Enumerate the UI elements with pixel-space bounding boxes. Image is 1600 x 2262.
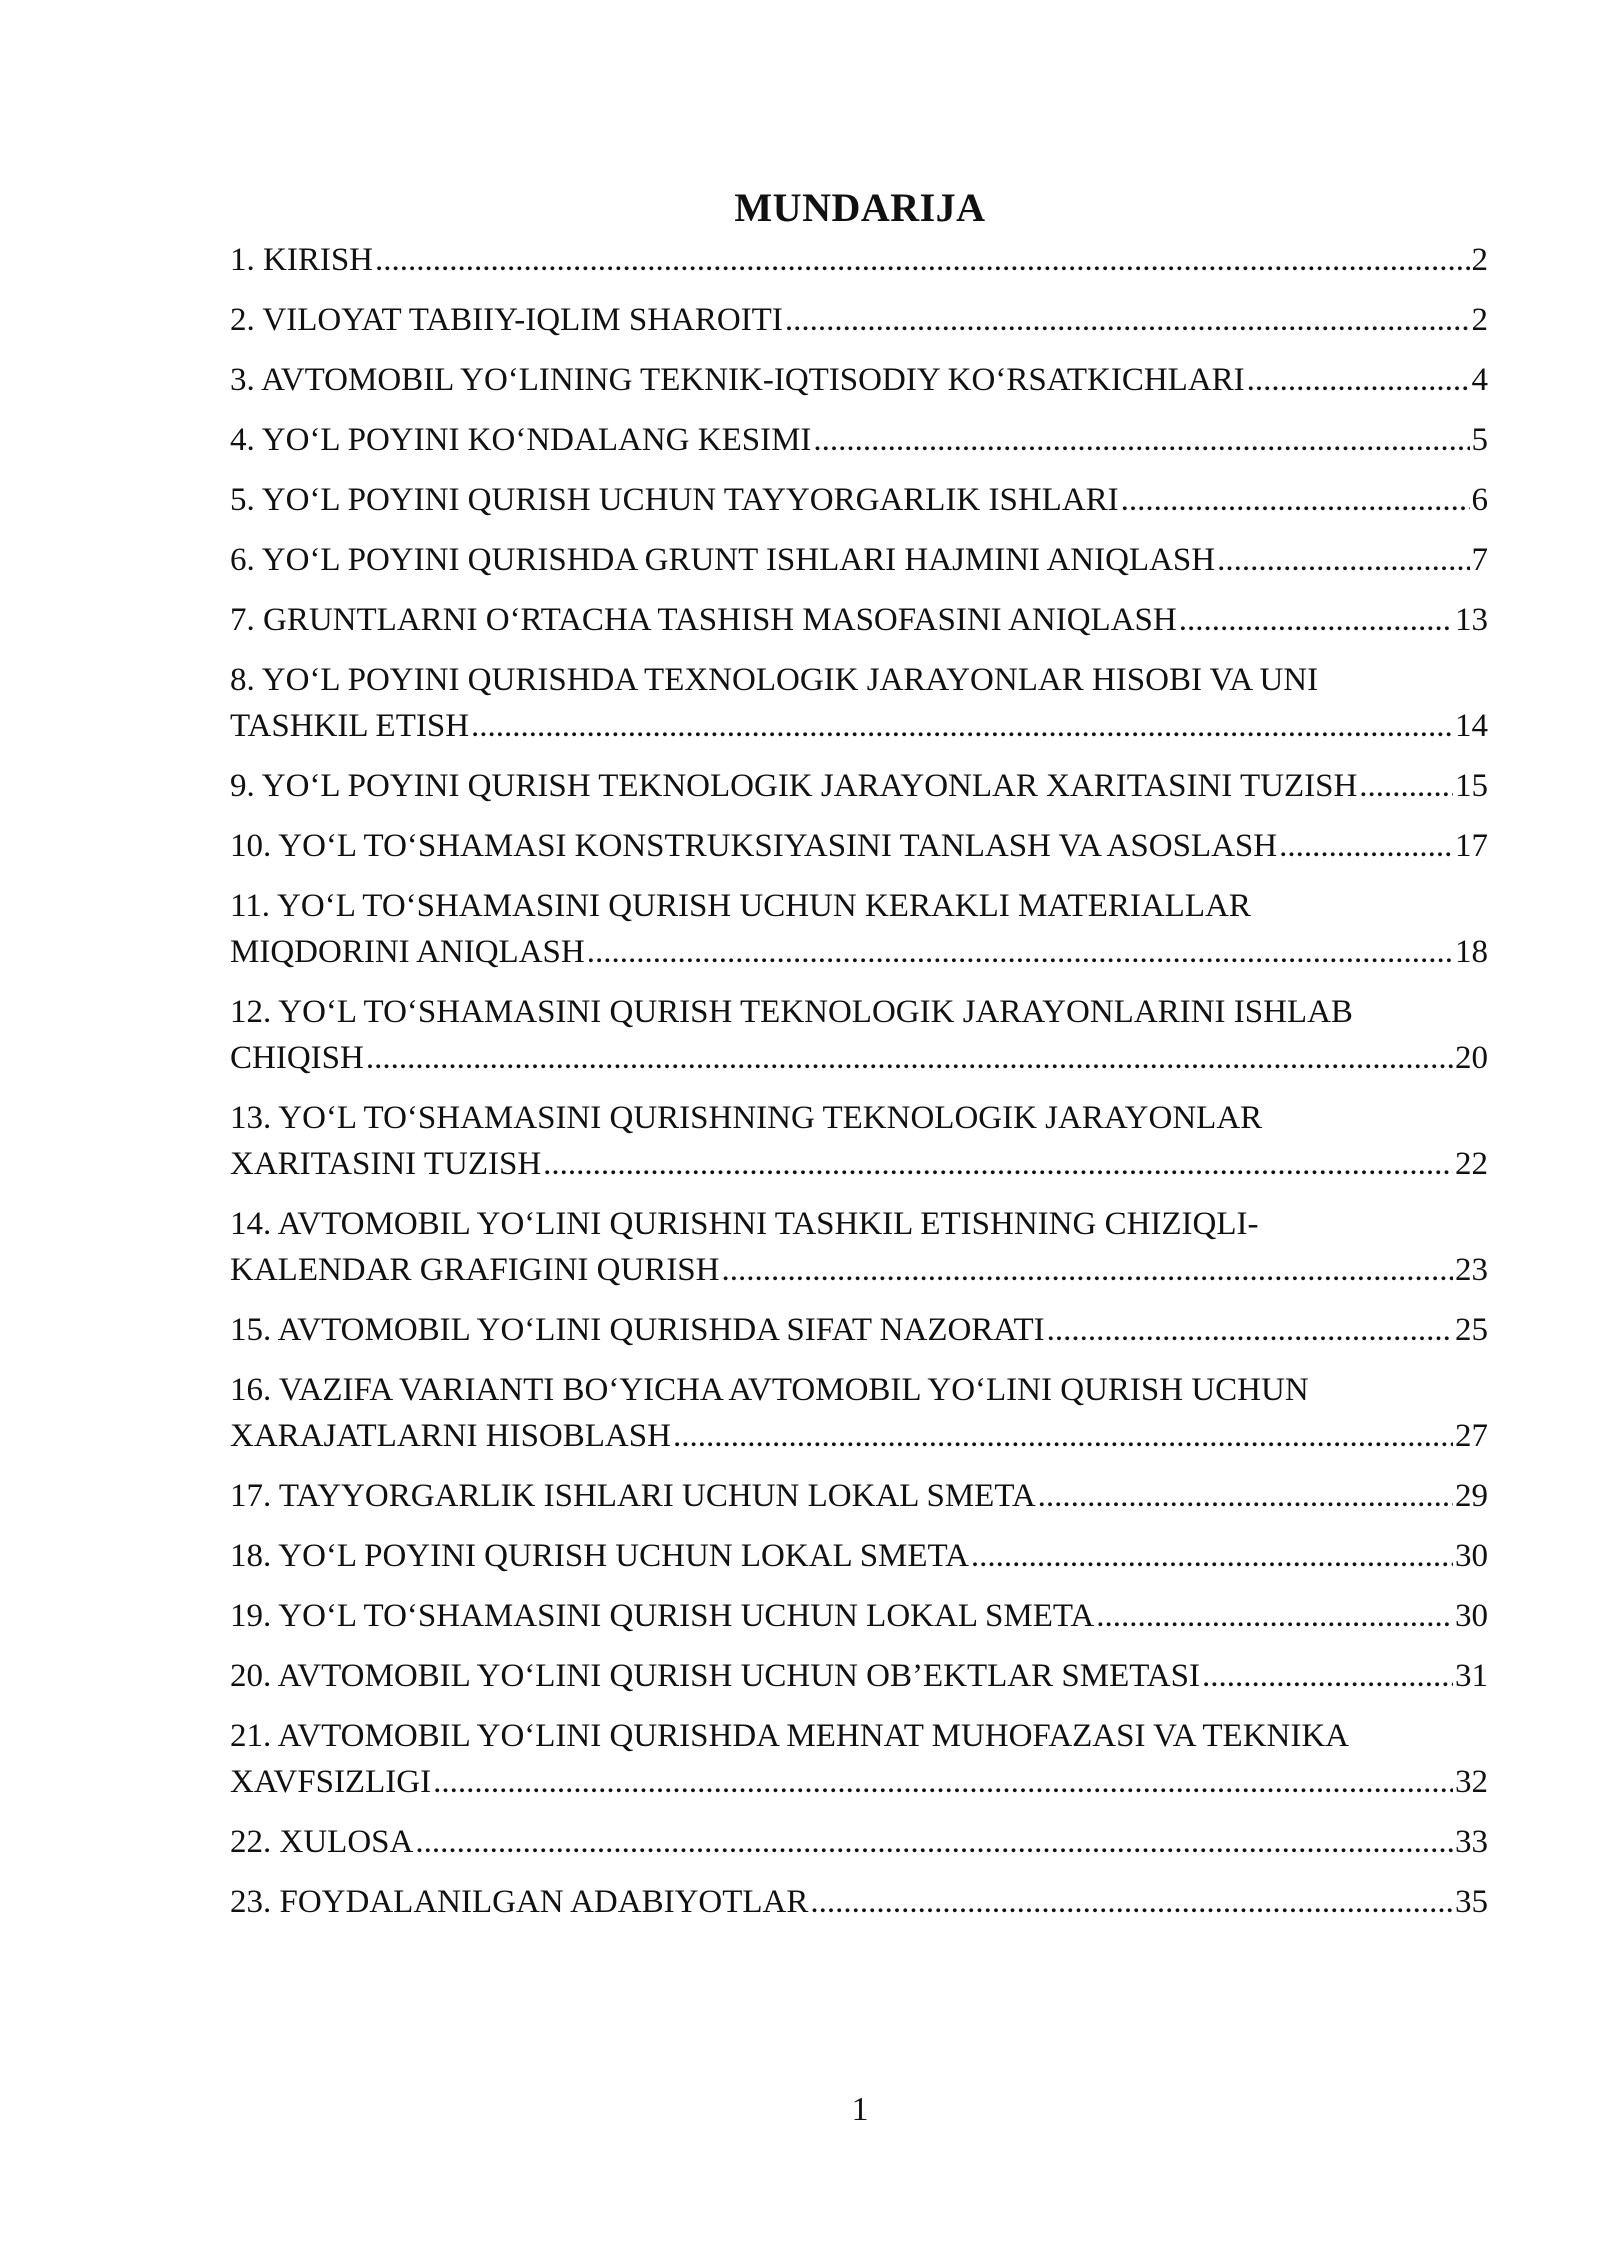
toc-entry-title: 23. FOYDALANILGAN ADABIYOTLAR: [230, 1884, 809, 1920]
toc-entry-title: MIQDORINI ANIQLASH: [230, 934, 585, 970]
toc-entry-line: [230, 1035, 1488, 1081]
toc-entry-title: KALENDAR GRAFIGINI QURISH: [230, 1252, 720, 1288]
toc-entry-page: 30: [1455, 1538, 1488, 1574]
toc-entry-line: [230, 1759, 1488, 1805]
toc-entry[interactable]: [230, 417, 1488, 463]
table-of-contents: [230, 237, 1488, 1939]
toc-entry-title: 6. YO‘L POYINI QURISHDA GRUNT ISHLARI HAJMINI ANIQLASH: [230, 542, 1216, 578]
toc-entry-title-line1: 13. YO‘L TO‘SHAMASINI QURISHNING TEKNOLOGIK JARAYONLAR: [230, 1100, 1263, 1136]
toc-entry-page: 20: [1455, 1040, 1488, 1076]
toc-entry-line: [230, 929, 1488, 975]
toc-entry-title-line1: 21. AVTOMOBIL YO‘LINI QURISHDA MEHNAT MUHOFAZASI VA TEKNIKA: [230, 1718, 1350, 1754]
dot-leader: [1047, 1307, 1453, 1353]
dot-leader: [1247, 357, 1470, 403]
toc-entry-line: [230, 1307, 1488, 1353]
toc-entry[interactable]: [230, 823, 1488, 869]
toc-entry[interactable]: [230, 883, 1488, 975]
dot-leader: [1279, 823, 1453, 869]
toc-entry[interactable]: [230, 1307, 1488, 1353]
toc-entry-title: 19. YO‘L TO‘SHAMASINI QURISH UCHUN LOKAL SMETA: [230, 1598, 1095, 1634]
toc-entry-title: 2. VILOYAT TABIIY-IQLIM SHAROITI: [230, 302, 783, 338]
toc-entry[interactable]: [230, 1201, 1488, 1293]
toc-entry-page: 14: [1455, 708, 1488, 744]
dot-leader: [375, 237, 1469, 283]
toc-entry-title: XARITASINI TUZISH: [230, 1146, 542, 1182]
toc-entry-line: [230, 537, 1488, 583]
toc-entry[interactable]: [230, 1713, 1488, 1805]
toc-entry-title-line1: 16. VAZIFA VARIANTI BO‘YICHA AVTOMOBIL YO‘LINI QURISH UCHUN: [230, 1372, 1309, 1408]
toc-entry-line: [230, 703, 1488, 749]
dot-leader: [1038, 1473, 1453, 1519]
toc-entry[interactable]: [230, 1533, 1488, 1579]
toc-entry-line: [230, 763, 1488, 809]
dot-leader: [810, 1879, 1453, 1925]
toc-entry[interactable]: [230, 763, 1488, 809]
toc-entry-title: 4. YO‘L POYINI KO‘NDALANG KESIMI: [230, 422, 812, 458]
dot-leader: [543, 1141, 1453, 1187]
dot-leader: [813, 417, 1469, 463]
toc-entry-line: [230, 237, 1488, 283]
toc-entry-page: 32: [1455, 1764, 1488, 1800]
toc-entry-page: 29: [1455, 1478, 1488, 1514]
page-number: 1: [851, 2091, 869, 2128]
dot-leader: [673, 1413, 1453, 1459]
toc-title: MUNDARIJA: [734, 185, 986, 230]
toc-entry-title: 20. AVTOMOBIL YO‘LINI QURISH UCHUN OB’EKTLAR SMETASI: [230, 1658, 1200, 1694]
dot-leader: [415, 1819, 1453, 1865]
toc-entry-line: [230, 357, 1488, 403]
toc-entry[interactable]: [230, 297, 1488, 343]
toc-entry-line: [230, 823, 1488, 869]
dot-leader: [1217, 537, 1469, 583]
toc-entry-line: [230, 1413, 1488, 1459]
dot-leader: [587, 929, 1453, 975]
toc-entry-page: 30: [1455, 1598, 1488, 1634]
dot-leader: [971, 1533, 1453, 1579]
toc-entry[interactable]: [230, 1653, 1488, 1699]
toc-entry-title-line1: 12. YO‘L TO‘SHAMASINI QURISH TEKNOLOGIK JARAYONLARINI ISHLAB: [230, 994, 1353, 1030]
toc-entry[interactable]: [230, 1879, 1488, 1925]
toc-entry-line: [230, 1533, 1488, 1579]
toc-entry-page: 33: [1455, 1824, 1488, 1860]
toc-entry-title: 22. XULOSA: [230, 1824, 414, 1860]
toc-entry-title: XAVFSIZLIGI: [230, 1764, 432, 1800]
toc-entry-page: 7: [1471, 542, 1488, 578]
dot-leader: [722, 1247, 1454, 1293]
toc-entry-title-line1: 11. YO‘L TO‘SHAMASINI QURISH UCHUN KERAKLI MATERIALLAR: [230, 888, 1251, 924]
toc-entry-title: 7. GRUNTLARNI O‘RTACHA TASHISH MASOFASINI ANIQLASH: [230, 602, 1177, 638]
dot-leader: [1121, 477, 1470, 523]
toc-entry-page: 25: [1455, 1312, 1488, 1348]
toc-entry-line: [230, 1653, 1488, 1699]
toc-entry[interactable]: [230, 597, 1488, 643]
toc-entry-line: [230, 1247, 1488, 1293]
dot-leader: [366, 1035, 1453, 1081]
toc-entry-line: [230, 1819, 1488, 1865]
toc-entry[interactable]: [230, 237, 1488, 283]
dot-leader: [1096, 1593, 1453, 1639]
toc-entry-page: 31: [1455, 1658, 1488, 1694]
dot-leader: [433, 1759, 1453, 1805]
toc-entry-page: 22: [1455, 1146, 1488, 1182]
dot-leader: [1202, 1653, 1453, 1699]
toc-entry-page: 5: [1471, 422, 1488, 458]
toc-entry-title: 17. TAYYORGARLIK ISHLARI UCHUN LOKAL SMETA: [230, 1478, 1036, 1514]
toc-entry-page: 15: [1455, 768, 1488, 804]
toc-entry-line: [230, 417, 1488, 463]
toc-entry-title-line1: 8. YO‘L POYINI QURISHDA TEXNOLOGIK JARAYONLAR HISOBI VA UNI: [230, 662, 1319, 698]
toc-entry[interactable]: [230, 537, 1488, 583]
toc-entry[interactable]: [230, 1095, 1488, 1187]
dot-leader: [1359, 763, 1453, 809]
toc-entry-page: 4: [1471, 362, 1488, 398]
toc-entry-title: CHIQISH: [230, 1040, 364, 1076]
toc-entry-line: [230, 1593, 1488, 1639]
toc-entry-line: [230, 1879, 1488, 1925]
toc-entry-title: XARAJATLARNI HISOBLASH: [230, 1418, 671, 1454]
toc-entry-page: 6: [1471, 482, 1488, 518]
toc-entry-line: [230, 477, 1488, 523]
toc-entry-line: [230, 597, 1488, 643]
toc-entry-title: 3. AVTOMOBIL YO‘LINING TEKNIK-IQTISODIY KO‘RSATKICHLARI: [230, 362, 1245, 398]
toc-entry-page: 13: [1455, 602, 1488, 638]
toc-entry[interactable]: [230, 657, 1488, 749]
toc-entry-line: [230, 297, 1488, 343]
toc-entry-title: TASHKIL ETISH: [230, 708, 470, 744]
toc-entry[interactable]: [230, 1593, 1488, 1639]
toc-entry-title: 1. KIRISH: [230, 242, 374, 278]
dot-leader: [785, 297, 1470, 343]
toc-entry[interactable]: [230, 1473, 1488, 1519]
toc-entry-title: 15. AVTOMOBIL YO‘LINI QURISHDA SIFAT NAZORATI: [230, 1312, 1045, 1348]
toc-entry-page: 18: [1455, 934, 1488, 970]
toc-entry-title: 9. YO‘L POYINI QURISH TEKNOLOGIK JARAYONLAR XARITASINI TUZISH: [230, 768, 1358, 804]
toc-entry-line: [230, 1473, 1488, 1519]
toc-entry-page: 23: [1455, 1252, 1488, 1288]
toc-entry-page: 2: [1471, 302, 1488, 338]
toc-entry[interactable]: [230, 1819, 1488, 1865]
toc-entry-page: 27: [1455, 1418, 1488, 1454]
toc-entry-page: 17: [1455, 828, 1488, 864]
toc-entry-line: [230, 1141, 1488, 1187]
toc-entry-page: 2: [1471, 242, 1488, 278]
toc-entry-page: 35: [1455, 1884, 1488, 1920]
toc-entry[interactable]: [230, 477, 1488, 523]
dot-leader: [471, 703, 1453, 749]
toc-entry[interactable]: [230, 1367, 1488, 1459]
toc-entry[interactable]: [230, 357, 1488, 403]
toc-entry-title: 18. YO‘L POYINI QURISH UCHUN LOKAL SMETA: [230, 1538, 969, 1574]
toc-entry-title: 5. YO‘L POYINI QURISH UCHUN TAYYORGARLIK ISHLARI: [230, 482, 1119, 518]
toc-entry[interactable]: [230, 989, 1488, 1081]
toc-entry-title-line1: 14. AVTOMOBIL YO‘LINI QURISHNI TASHKIL ETISHNING CHIZIQLI-: [230, 1206, 1259, 1242]
dot-leader: [1179, 597, 1453, 643]
toc-entry-title: 10. YO‘L TO‘SHAMASI KONSTRUKSIYASINI TANLASH VA ASOSLASH: [230, 828, 1278, 864]
